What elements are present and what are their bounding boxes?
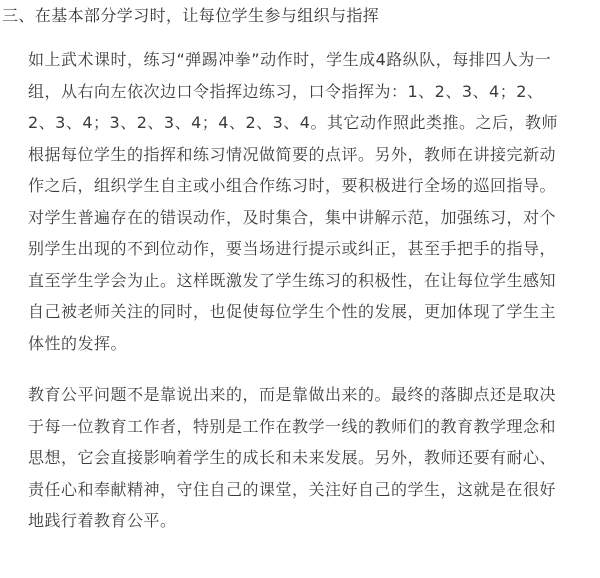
paragraph-education-fairness: [28, 379, 582, 537]
text-line: 教育公平问题不是靠说出来的，而是靠做出来的。最终的落脚点还是取决: [28, 385, 557, 404]
text-line: 如上武术课时，练习“弹踢冲拳”动作时，学生成4路纵队，每排四人为一: [28, 50, 552, 69]
text-line: 别学生出现的不到位动作，要当场进行提示或纠正，甚至手把手的指导，: [28, 239, 557, 258]
text-line: 地践行着教育公平。: [28, 511, 177, 530]
text-line: 根据每位学生的指挥和练习情况做简要的点评。另外，教师在讲接完新动: [28, 144, 557, 164]
text-line: 直至学生学会为止。这样既激发了学生练习的积极性，在让每位学生感知: [28, 270, 557, 290]
text-line: 作之后，组织学生自主或小组合作练习时，要积极进行全场的巡回指导。: [28, 176, 557, 195]
text-line: 对学生普遍存在的错误动作，及时集合，集中讲解示范，加强练习，对个: [28, 207, 557, 227]
text-line: 思想，它会直接影响着学生的成长和未来发展。另外，教师还要有耐心、: [28, 448, 557, 467]
text-line: 于每一位教育工作者，特别是工作在教学一线的教师们的教育教学理念和: [28, 416, 557, 436]
text-line: 2、3、4；3、2、3、4；4、2、3、4。其它动作照此类推。之后，教师: [28, 113, 558, 132]
text-line: 自己被老师关注的同时，也促使每位学生个性的发展，更加体现了学生主: [28, 302, 557, 321]
section-heading: 三、在基本部分学习时，让每位学生参与组织与指挥: [2, 6, 380, 25]
text-line: 体性的发挥。: [28, 333, 128, 353]
text-line: 组，从右向左依次边口令指挥边练习，口令指挥为：1、2、3、4；2、: [28, 81, 544, 101]
paragraph-martial-arts-example: [28, 44, 582, 359]
text-line: 责任心和奉献精神，守住自己的课堂，关注好自己的学生，这就是在很好: [28, 479, 557, 499]
